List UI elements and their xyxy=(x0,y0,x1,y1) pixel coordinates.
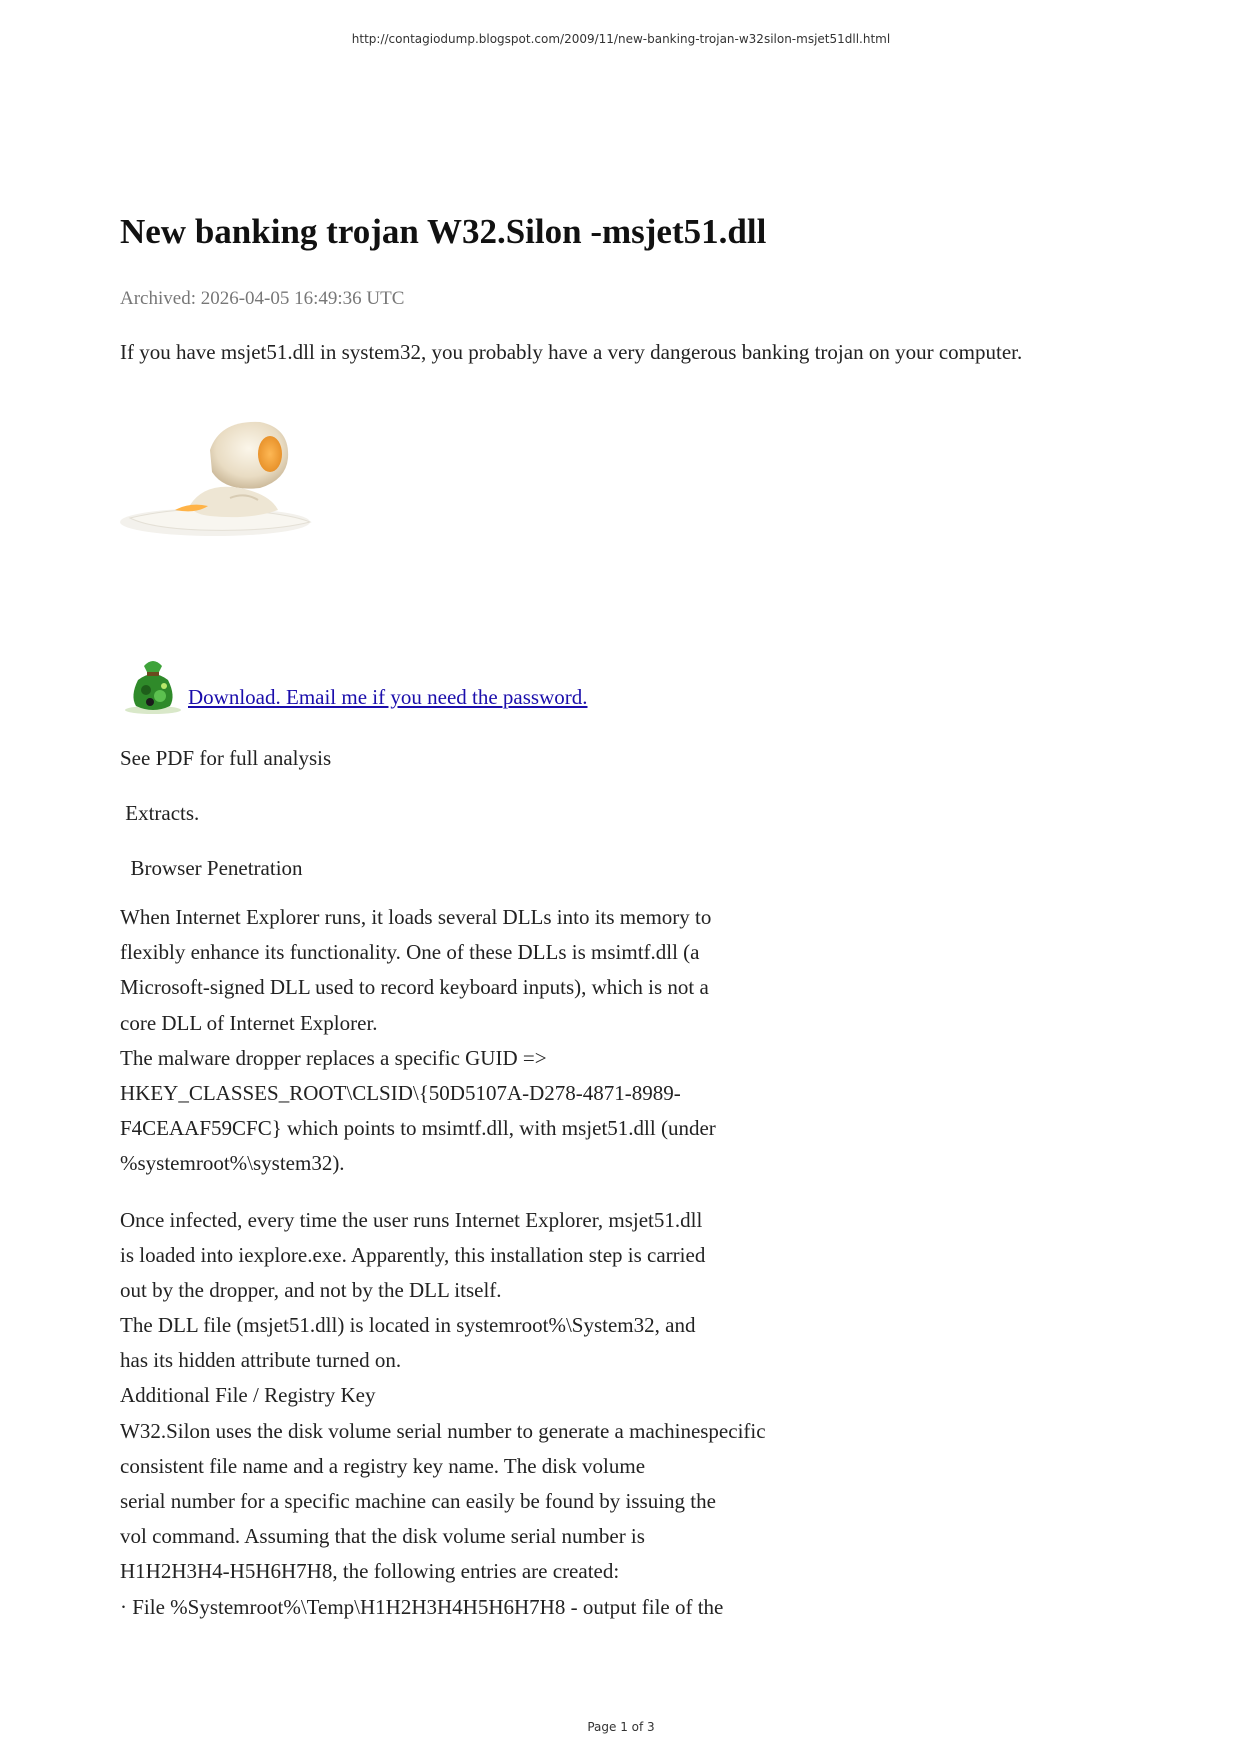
archived-timestamp: Archived: 2026-04-05 16:49:36 UTC xyxy=(120,288,405,309)
text-line: consistent file name and a registry key name. The disk volume xyxy=(120,1453,646,1478)
text-line: Once infected, every time the user runs Internet Explorer, msjet51.dll xyxy=(120,1207,703,1232)
see-pdf-text: See PDF for full analysis xyxy=(120,746,332,770)
paragraph-1 xyxy=(120,900,766,1182)
text-line: The malware dropper replaces a specific GUID => xyxy=(120,1045,547,1070)
text-line: The DLL file (msjet51.dll) is located in systemroot%\System32, and xyxy=(120,1313,696,1338)
text-line: core DLL of Internet Explorer. xyxy=(120,1010,378,1035)
text-line: When Internet Explorer runs, it loads several DLLs into its memory to xyxy=(120,905,712,929)
text-line: out by the dropper, and not by the DLL itself. xyxy=(120,1277,502,1302)
text-line: Microsoft-signed DLL used to record keyboard inputs), which is not a xyxy=(120,975,709,1000)
text-line: W32.Silon uses the disk volume serial number to generate a machinespecific xyxy=(120,1418,766,1443)
text-line: · File %Systemroot%\Temp\H1H2H3H4H5H6H7H8 - output file of the xyxy=(120,1594,724,1619)
text-line: H1H2H3H4-H5H6H7H8, the following entries are created: xyxy=(120,1559,620,1584)
text-line: F4CEAAF59CFC} which points to msimtf.dll, with msjet51.dll (under xyxy=(120,1116,716,1141)
page-number: Page 1 of 3 xyxy=(587,1720,655,1734)
text-line: serial number for a specific machine can easily be found by issuing the xyxy=(120,1489,716,1513)
source-url: http://contagiodump.blogspot.com/2009/11/new-banking-trojan-w32silon-msjet51dll.html xyxy=(351,32,891,46)
broken-egg-image xyxy=(120,410,320,560)
text-line: vol command. Assuming that the disk volume serial number is xyxy=(120,1524,645,1549)
text-line: is loaded into iexplore.exe. Apparently, this installation step is carried xyxy=(120,1242,706,1267)
extracts-heading: Extracts. xyxy=(120,801,200,825)
text-line: Additional File / Registry Key xyxy=(120,1383,376,1408)
green-money-bag-icon xyxy=(120,650,186,716)
text-line: %systemroot%\system32). xyxy=(120,1151,345,1176)
download-link[interactable]: Download. Email me if you need the password. xyxy=(188,685,588,709)
paragraph-gap xyxy=(120,1182,766,1203)
browser-penetration-heading: Browser Penetration xyxy=(120,856,303,880)
analysis-body xyxy=(120,900,766,1625)
download-row xyxy=(120,650,588,716)
page-title: New banking trojan W32.Silon -msjet51.dll xyxy=(120,212,767,251)
text-line: has its hidden attribute turned on. xyxy=(120,1348,402,1373)
text-line: HKEY_CLASSES_ROOT\CLSID\{50D5107A-D278-4871-8989- xyxy=(120,1080,681,1105)
text-line: flexibly enhance its functionality. One of these DLLs is msimtf.dll (a xyxy=(120,940,700,965)
intro-paragraph: If you have msjet51.dll in system32, you probably have a very dangerous banking trojan on your computer. xyxy=(120,340,1023,364)
paragraph-2 xyxy=(120,1203,766,1625)
